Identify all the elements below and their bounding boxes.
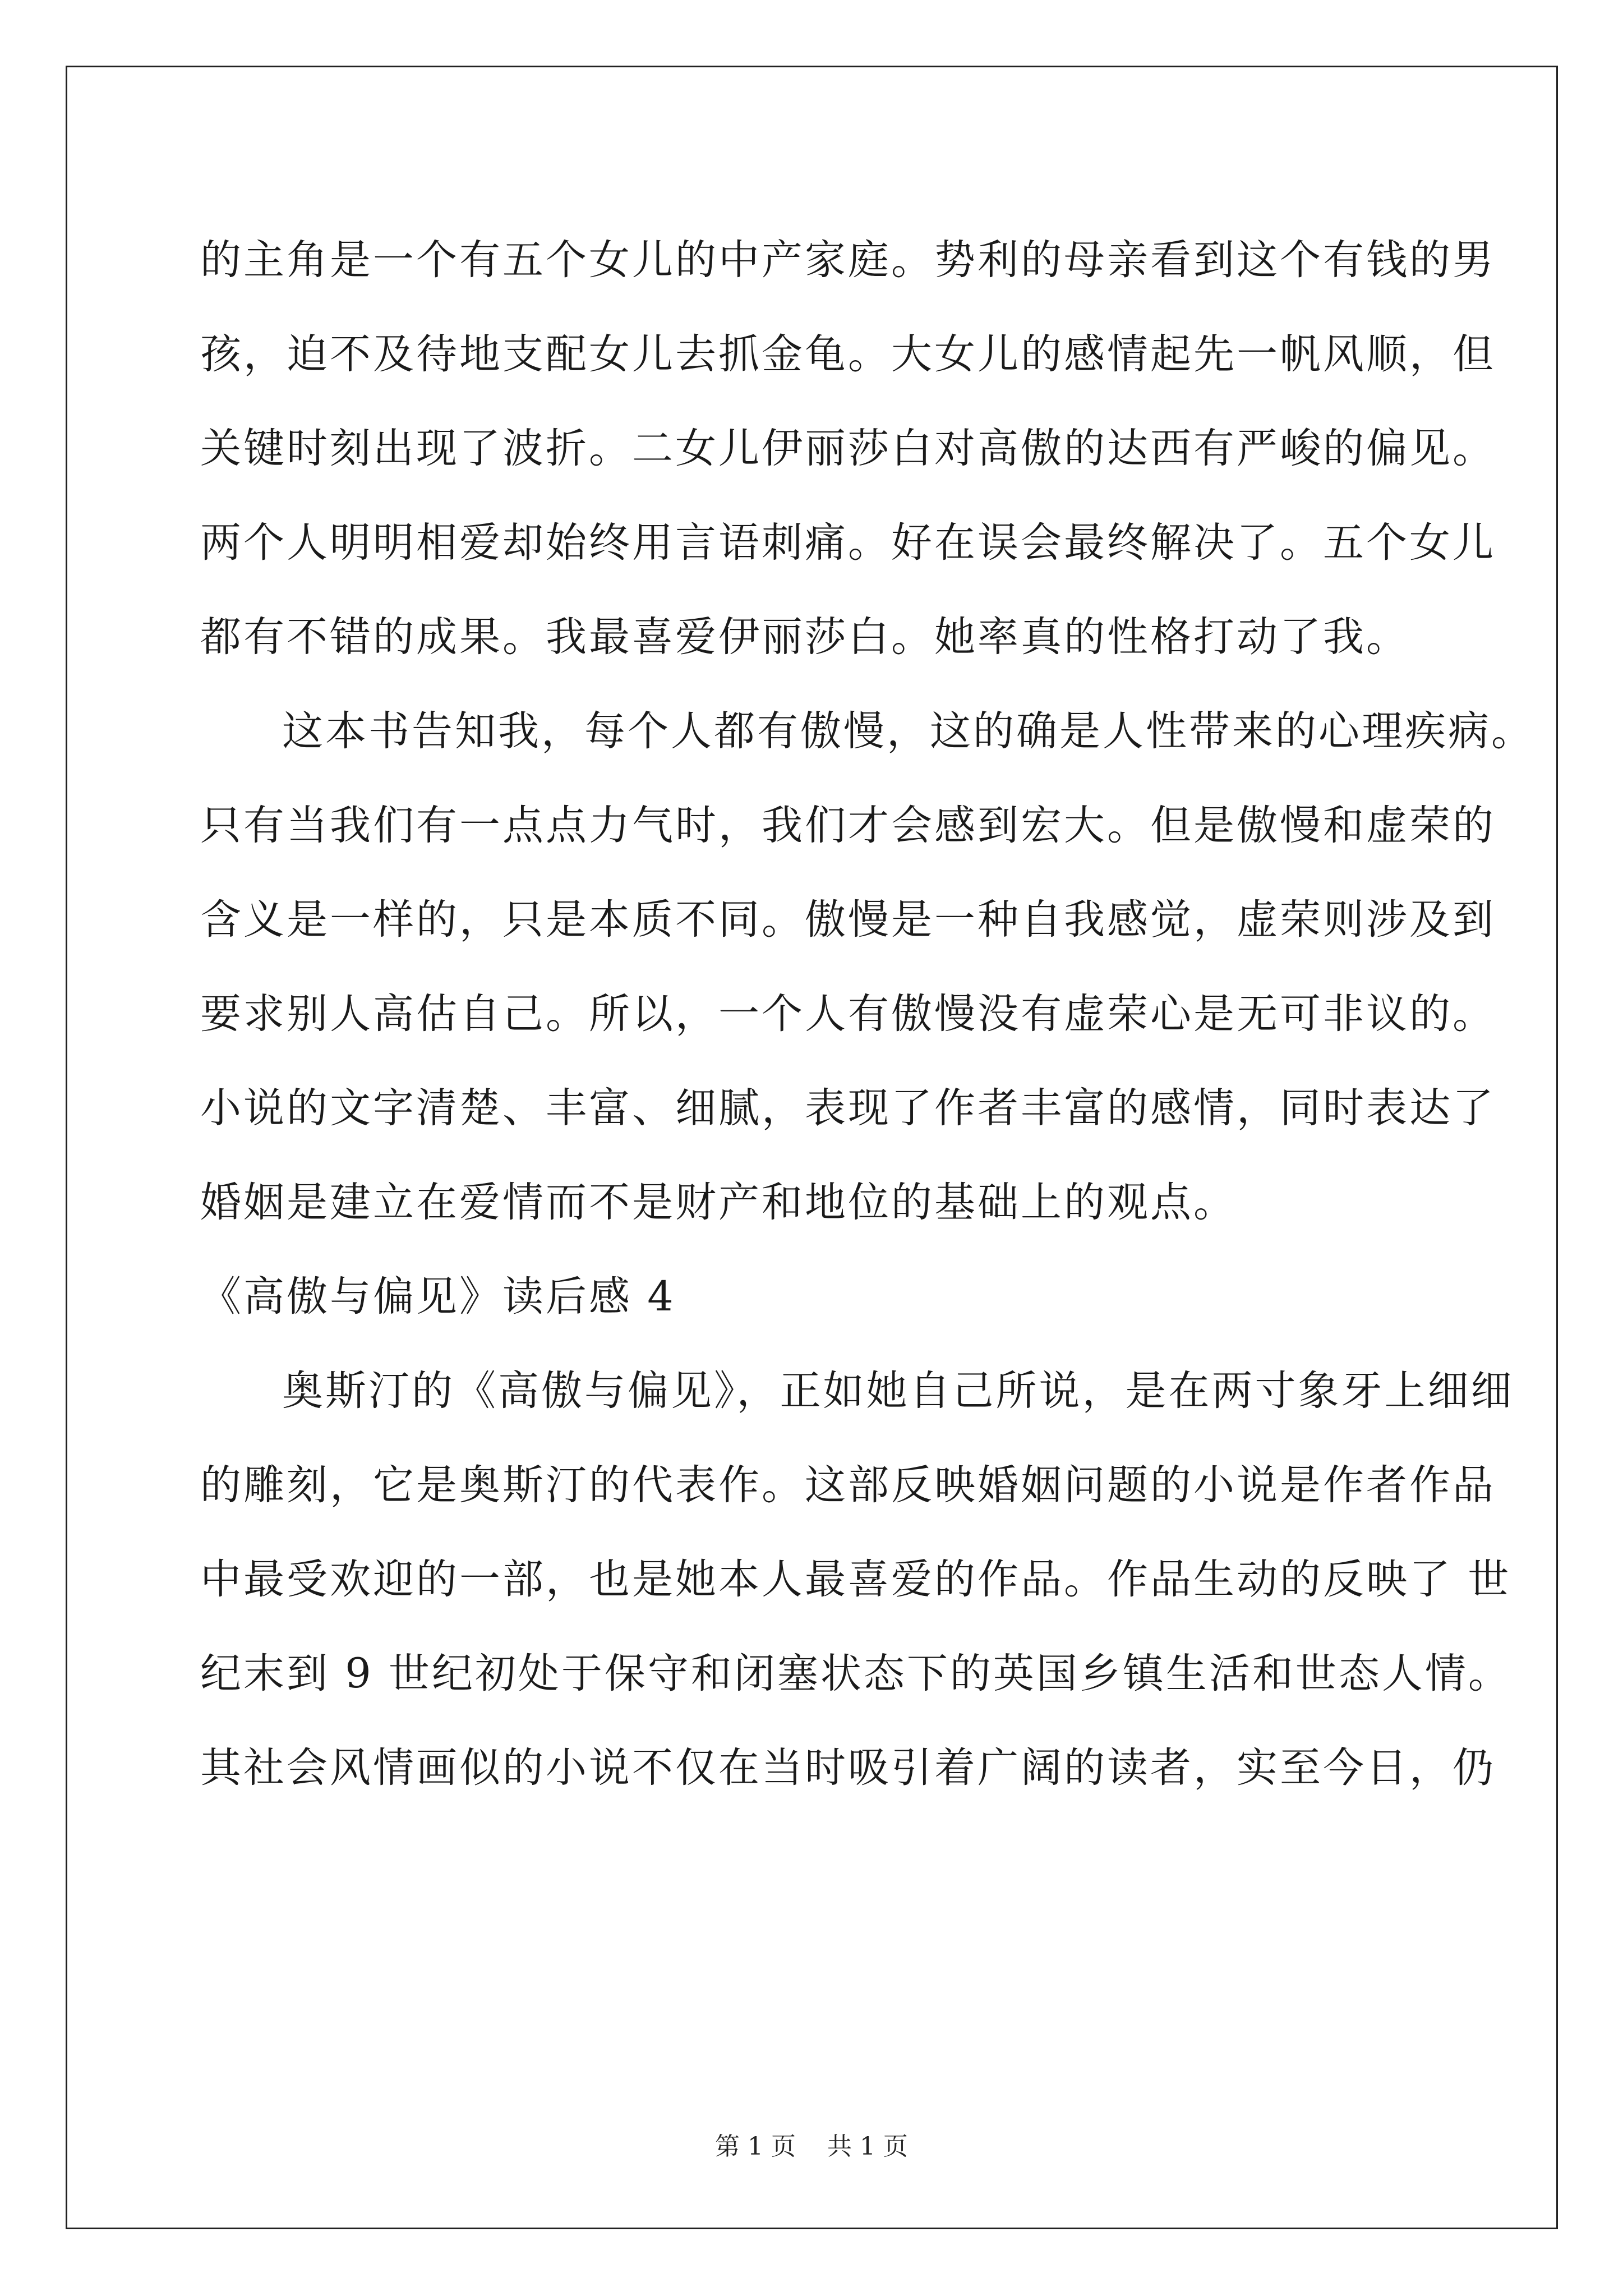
text-line-5: 都有不错的成果。我最喜爱伊丽莎白。她率真的性格打动了我。 (200, 613, 1409, 661)
text-line-17: 其社会风情画似的小说不仅在当时吸引着广阔的读者，实至今日，仍 (200, 1744, 1496, 1792)
page-footer: 第 1 页 共 1 页 (715, 2132, 908, 2161)
text-line-2: 孩，迫不及待地支配女儿去抓金龟。大女儿的感情起先一帆风顺，但 (200, 330, 1496, 378)
text-line-14: 的雕刻，它是奥斯汀的代表作。这部反映婚姻问题的小说是作者作品 (200, 1461, 1496, 1509)
paragraph-start-line-13: 奥斯汀的《高傲与偏见》，正如她自己所说，是在两寸象牙上细细 (282, 1367, 1514, 1415)
text-line-7: 只有当我们有一点点力气时，我们才会感到宏大。但是傲慢和虚荣的 (200, 802, 1496, 849)
text-line-16: 纪末到 9 世纪初处于保守和闭塞状态下的英国乡镇生活和世态人情。 (200, 1650, 1511, 1697)
text-line-4: 两个人明明相爱却始终用言语刺痛。好在误会最终解决了。五个女儿 (200, 519, 1496, 567)
section-heading: 《高傲与偏见》读后感 4 (200, 1273, 676, 1320)
paragraph-start-line-6: 这本书告知我，每个人都有傲慢，这的确是人性带来的心理疾病。 (282, 707, 1534, 755)
text-line-9: 要求别人高估自己。所以，一个人有傲慢没有虚荣心是无可非议的。 (200, 990, 1496, 1038)
text-line-3: 关键时刻出现了波折。二女儿伊丽莎白对高傲的达西有严峻的偏见。 (200, 425, 1496, 472)
text-line-15: 中最受欢迎的一部，也是她本人最喜爱的作品。作品生动的反映了 世 (200, 1556, 1511, 1603)
document-body (200, 213, 1534, 1815)
text-line-11: 婚姻是建立在爱情而不是财产和地位的基础上的观点。 (200, 1179, 1237, 1226)
text-line-1: 的主角是一个有五个女儿的中产家庭。势利的母亲看到这个有钱的男 (200, 236, 1496, 284)
text-line-10: 小说的文字清楚、丰富、细腻，表现了作者丰富的感情，同时表达了 (200, 1084, 1496, 1132)
text-line-8: 含义是一样的，只是本质不同。傲慢是一种自我感觉，虚荣则涉及到 (200, 896, 1496, 944)
